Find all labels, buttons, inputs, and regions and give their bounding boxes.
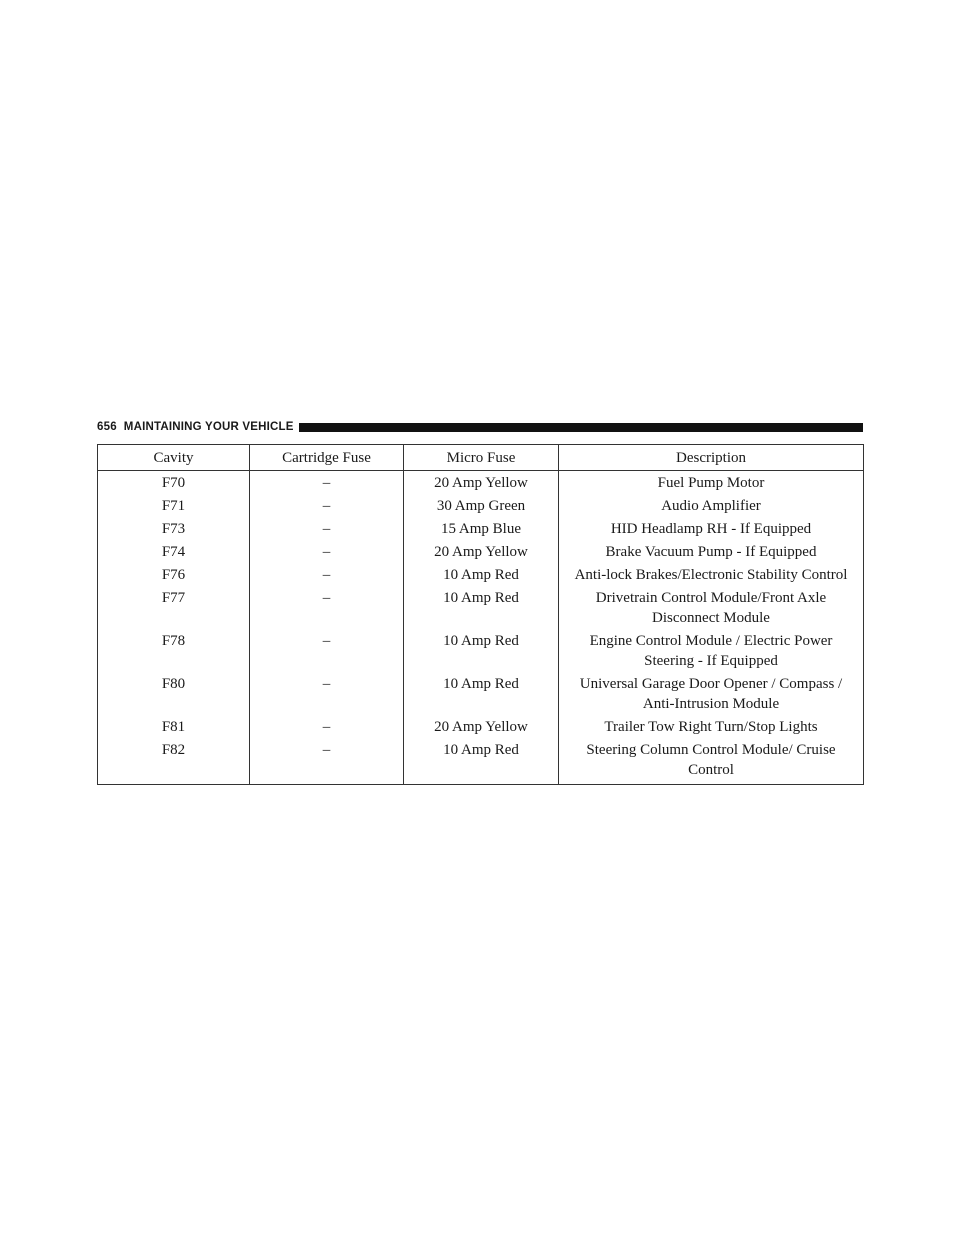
cartridge-fuse-cell: – bbox=[250, 738, 404, 785]
description-cell: Fuel Pump Motor bbox=[559, 471, 864, 495]
micro-fuse-cell: 10 Amp Red bbox=[404, 586, 559, 629]
description-cell: Trailer Tow Right Turn/Stop Lights bbox=[559, 715, 864, 738]
micro-fuse-cell: 10 Amp Red bbox=[404, 629, 559, 672]
table-row bbox=[98, 563, 864, 586]
description-cell: Universal Garage Door Opener / Compass / Anti-Intrusion Module bbox=[559, 672, 864, 715]
cavity-cell: F71 bbox=[98, 494, 250, 517]
header-rule bbox=[299, 423, 863, 432]
cartridge-fuse-cell: – bbox=[250, 494, 404, 517]
table-row bbox=[98, 738, 864, 785]
description-cell: Steering Column Control Module/ Cruise Control bbox=[559, 738, 864, 785]
cartridge-fuse-cell: – bbox=[250, 672, 404, 715]
cavity-cell: F77 bbox=[98, 586, 250, 629]
page-number: 656 bbox=[97, 421, 117, 433]
cavity-cell: F80 bbox=[98, 672, 250, 715]
fuse-table bbox=[97, 444, 864, 785]
cavity-cell: F73 bbox=[98, 517, 250, 540]
micro-fuse-cell: 10 Amp Red bbox=[404, 563, 559, 586]
table-row bbox=[98, 672, 864, 715]
column-header-micro-fuse: Micro Fuse bbox=[404, 445, 559, 471]
column-header-description: Description bbox=[559, 445, 864, 471]
table-header-row bbox=[98, 445, 864, 471]
description-cell: HID Headlamp RH - If Equipped bbox=[559, 517, 864, 540]
column-header-cavity: Cavity bbox=[98, 445, 250, 471]
table-row bbox=[98, 629, 864, 672]
description-cell: Drivetrain Control Module/Front Axle Disconnect Module bbox=[559, 586, 864, 629]
cartridge-fuse-cell: – bbox=[250, 586, 404, 629]
description-cell: Anti-lock Brakes/Electronic Stability Control bbox=[559, 563, 864, 586]
table-row bbox=[98, 715, 864, 738]
cartridge-fuse-cell: – bbox=[250, 517, 404, 540]
micro-fuse-cell: 10 Amp Red bbox=[404, 672, 559, 715]
micro-fuse-cell: 10 Amp Red bbox=[404, 738, 559, 785]
section-title: MAINTAINING YOUR VEHICLE bbox=[123, 421, 294, 433]
description-cell: Brake Vacuum Pump - If Equipped bbox=[559, 540, 864, 563]
table-row bbox=[98, 586, 864, 629]
cavity-cell: F74 bbox=[98, 540, 250, 563]
cartridge-fuse-cell: – bbox=[250, 563, 404, 586]
table-row bbox=[98, 494, 864, 517]
cavity-cell: F76 bbox=[98, 563, 250, 586]
cavity-cell: F82 bbox=[98, 738, 250, 785]
description-cell: Engine Control Module / Electric Power Steering - If Equipped bbox=[559, 629, 864, 672]
micro-fuse-cell: 20 Amp Yellow bbox=[404, 471, 559, 495]
cavity-cell: F81 bbox=[98, 715, 250, 738]
description-cell: Audio Amplifier bbox=[559, 494, 864, 517]
cavity-cell: F70 bbox=[98, 471, 250, 495]
page-header bbox=[97, 420, 863, 434]
table-row bbox=[98, 540, 864, 563]
cartridge-fuse-cell: – bbox=[250, 471, 404, 495]
table-row bbox=[98, 517, 864, 540]
cartridge-fuse-cell: – bbox=[250, 540, 404, 563]
table-row bbox=[98, 471, 864, 495]
micro-fuse-cell: 20 Amp Yellow bbox=[404, 715, 559, 738]
micro-fuse-cell: 30 Amp Green bbox=[404, 494, 559, 517]
column-header-cartridge-fuse: Cartridge Fuse bbox=[250, 445, 404, 471]
cavity-cell: F78 bbox=[98, 629, 250, 672]
micro-fuse-cell: 15 Amp Blue bbox=[404, 517, 559, 540]
micro-fuse-cell: 20 Amp Yellow bbox=[404, 540, 559, 563]
cartridge-fuse-cell: – bbox=[250, 629, 404, 672]
cartridge-fuse-cell: – bbox=[250, 715, 404, 738]
